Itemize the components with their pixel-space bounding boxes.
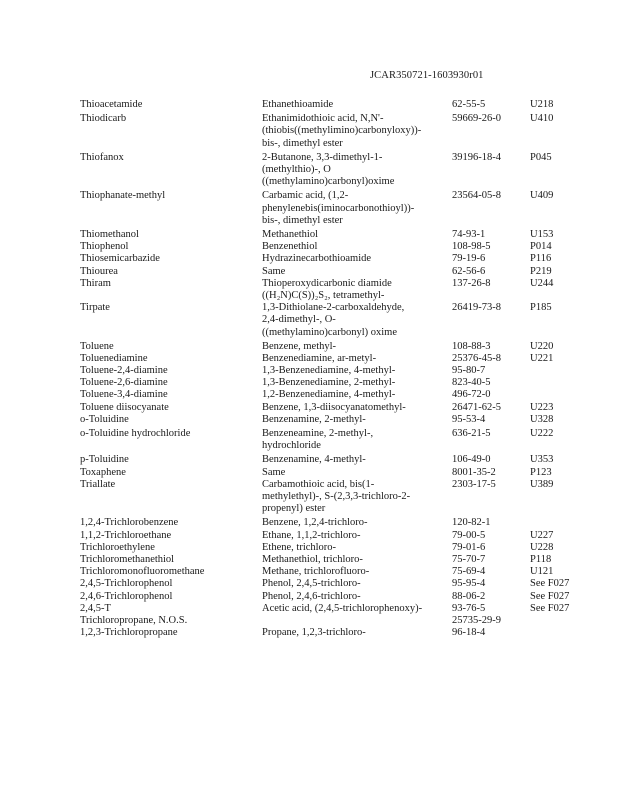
hazardous-waste-table	[0, 99, 624, 639]
substance-name: Thiram	[80, 277, 111, 289]
synonym-line: Methanethiol, trichloro-	[262, 553, 363, 565]
chemical-synonym	[262, 627, 447, 639]
cas-number: 137-26-8	[452, 277, 491, 289]
substance-name: Trichloromonofluoromethane	[80, 566, 205, 578]
waste-code: P185	[530, 302, 552, 314]
synonym-line: Phenol, 2,4,6-trichloro-	[262, 590, 361, 602]
synonym-line: Same	[262, 466, 286, 478]
chemical-synonym	[262, 341, 447, 353]
cas-number: 120-82-1	[452, 517, 491, 529]
synonym-line: Methanethiol	[262, 228, 318, 240]
table-row	[0, 341, 624, 353]
document-id: JCAR350721-1603930r01	[370, 70, 484, 81]
waste-code: U121	[530, 566, 554, 578]
table-row	[0, 454, 624, 466]
synonym-line: ((H₂N)C(S))₂S₂, tetramethyl-	[262, 289, 385, 301]
waste-code: U244	[530, 277, 554, 289]
waste-code: U221	[530, 352, 554, 364]
substance-name: Toluene	[80, 340, 114, 352]
cas-number: 823-40-5	[452, 377, 491, 389]
table-row	[0, 554, 624, 566]
table-row	[0, 615, 624, 627]
substance-name: Toluene diisocyanate	[80, 401, 169, 413]
synonym-line: Ethene, trichloro-	[262, 541, 337, 553]
chemical-synonym	[262, 278, 447, 302]
table-row	[0, 530, 624, 542]
substance-name: Tirpate	[80, 302, 110, 314]
substance-name: Thiophenol	[80, 241, 129, 253]
substance-name: Thiofanox	[80, 151, 124, 163]
chemical-synonym	[262, 454, 447, 466]
table-row	[0, 99, 624, 113]
cas-number: 39196-18-4	[452, 151, 501, 163]
chemical-synonym	[262, 113, 447, 150]
synonym-line: 1,3-Benzenediamine, 4-methyl-	[262, 365, 396, 377]
chemical-synonym	[262, 554, 447, 566]
cas-number: 74-93-1	[452, 228, 486, 240]
substance-name: 2,4,5-T	[80, 602, 111, 614]
synonym-line: 2-Butanone, 3,3-dimethyl-1-	[262, 151, 383, 163]
table-row	[0, 241, 624, 253]
waste-code: U222	[530, 428, 554, 440]
synonym-line: Carbamothioic acid, bis(1-	[262, 478, 375, 490]
cas-number: 25376-45-8	[452, 352, 501, 364]
waste-code: U153	[530, 228, 554, 240]
synonym-line: Benzenamine, 4-methyl-	[262, 454, 366, 466]
waste-code: U227	[530, 529, 554, 541]
synonym-line: Benzene, 1,2,4-trichloro-	[262, 517, 368, 529]
chemical-synonym	[262, 530, 447, 542]
waste-code: U410	[530, 113, 554, 125]
substance-name: 1,2,4-Trichlorobenzene	[80, 517, 179, 529]
synonym-line: methylethyl)-, S-(2,3,3-trichloro-2-	[262, 490, 411, 502]
synonym-line: bis-, dimethyl ester	[262, 137, 343, 149]
substance-name: o-Toluidine hydrochloride	[80, 428, 191, 440]
chemical-synonym	[262, 578, 447, 590]
waste-code: P116	[530, 253, 552, 265]
cas-number: 636-21-5	[452, 428, 491, 440]
table-row	[0, 479, 624, 518]
waste-code: U353	[530, 454, 554, 466]
synonym-line: Benzenediamine, ar-metyl-	[262, 352, 377, 364]
chemical-synonym	[262, 479, 447, 516]
table-row	[0, 578, 624, 590]
table-row	[0, 517, 624, 529]
table-row	[0, 113, 624, 152]
substance-name: Toluene-2,4-diamine	[80, 365, 168, 377]
substance-name: Toluenediamine	[80, 352, 148, 364]
table-row	[0, 266, 624, 278]
synonym-line: propenyl) ester	[262, 503, 326, 515]
cas-number: 95-80-7	[452, 365, 486, 377]
synonym-line: Same	[262, 265, 286, 277]
chemical-synonym	[262, 389, 447, 401]
chemical-synonym	[262, 428, 447, 452]
cas-number: 79-00-5	[452, 529, 486, 541]
table-row	[0, 428, 624, 454]
cas-number: 59669-26-0	[452, 113, 501, 125]
substance-name: o-Toluidine	[80, 413, 129, 425]
cas-number: 79-01-6	[452, 541, 486, 553]
waste-code: P045	[530, 151, 552, 163]
cas-number: 95-53-4	[452, 413, 486, 425]
cas-number: 75-69-4	[452, 566, 486, 578]
chemical-synonym	[262, 467, 447, 479]
synonym-line: Ethane, 1,1,2-trichloro-	[262, 529, 361, 541]
table-row	[0, 353, 624, 365]
table-row	[0, 603, 624, 615]
substance-name: Trichloroethylene	[80, 541, 155, 553]
waste-code: U223	[530, 401, 554, 413]
cas-number: 2303-17-5	[452, 478, 496, 490]
substance-name: Triallate	[80, 478, 116, 490]
waste-code: U409	[530, 190, 554, 202]
substance-name: 1,2,3-Trichloropropane	[80, 627, 178, 639]
synonym-line: Carbamic acid, (1,2-	[262, 190, 349, 202]
table-row	[0, 302, 624, 341]
substance-name: Trichloropropane, N.O.S.	[80, 614, 188, 626]
synonym-line: Benzenamine, 2-methyl-	[262, 413, 366, 425]
synonym-line: Benzenethiol	[262, 241, 318, 253]
table-row	[0, 253, 624, 265]
cas-number: 25735-29-9	[452, 614, 501, 626]
table-row	[0, 152, 624, 191]
chemical-synonym	[262, 241, 447, 253]
cas-number: 75-70-7	[452, 553, 486, 565]
substance-name: Thiourea	[80, 265, 118, 277]
substance-name: Thiophanate-methyl	[80, 190, 166, 202]
synonym-line: ((methylamino)carbonyl)oxime	[262, 176, 395, 188]
waste-code: P123	[530, 466, 552, 478]
substance-name: Toxaphene	[80, 466, 126, 478]
synonym-line: Methane, trichlorofluoro-	[262, 566, 370, 578]
chemical-synonym	[262, 190, 447, 227]
cas-number: 88-06-2	[452, 590, 486, 602]
cas-number: 108-88-3	[452, 340, 491, 352]
chemical-synonym	[262, 302, 447, 339]
table-row	[0, 278, 624, 302]
chemical-synonym	[262, 603, 447, 615]
synonym-line: ((methylamino)carbonyl) oxime	[262, 326, 397, 338]
substance-name: Thiodicarb	[80, 113, 127, 125]
waste-code: U218	[530, 99, 554, 110]
cas-number: 26419-73-8	[452, 302, 501, 314]
table-row	[0, 627, 624, 639]
substance-name: 2,4,5-Trichlorophenol	[80, 578, 173, 590]
substance-name: Toluene-2,6-diamine	[80, 377, 168, 389]
cas-number: 93-76-5	[452, 602, 486, 614]
waste-code: See F027	[530, 578, 570, 590]
chemical-synonym	[262, 414, 447, 426]
chemical-synonym	[262, 591, 447, 603]
synonym-line: Benzene, 1,3-diisocyanatomethyl-	[262, 401, 406, 413]
table-row	[0, 467, 624, 479]
cas-number: 496-72-0	[452, 389, 491, 401]
table-row	[0, 365, 624, 377]
cas-number: 8001-35-2	[452, 466, 496, 478]
synonym-line: 2,4-dimethyl-, O-	[262, 314, 336, 326]
table-row	[0, 591, 624, 603]
synonym-line: 1,3-Dithiolane-2-carboxaldehyde,	[262, 302, 405, 314]
synonym-line: bis-, dimethyl ester	[262, 214, 343, 226]
synonym-line: phenylenebis(iminocarbonothioyl))-	[262, 202, 415, 214]
synonym-line: Ethanethioamide	[262, 99, 334, 110]
chemical-synonym	[262, 353, 447, 365]
waste-code: P219	[530, 265, 552, 277]
chemical-synonym	[262, 377, 447, 389]
cas-number: 79-19-6	[452, 253, 486, 265]
waste-code: U389	[530, 478, 554, 490]
cas-number: 62-56-6	[452, 265, 486, 277]
synonym-line: Thioperoxydicarbonic diamide	[262, 277, 392, 289]
synonym-line: Ethanimidothioic acid, N,N'-	[262, 113, 384, 125]
waste-code: See F027	[530, 590, 570, 602]
substance-name: Thiomethanol	[80, 228, 139, 240]
substance-name: 2,4,6-Trichlorophenol	[80, 590, 173, 602]
waste-code: P014	[530, 241, 552, 253]
synonym-line: 1,3-Benzenediamine, 2-methyl-	[262, 377, 396, 389]
substance-name: Trichloromethanethiol	[80, 553, 175, 565]
waste-code: U228	[530, 541, 554, 553]
table-row	[0, 389, 624, 401]
waste-code: See F027	[530, 602, 570, 614]
table-row	[0, 229, 624, 241]
chemical-synonym	[262, 99, 447, 111]
substance-name: Toluene-3,4-diamine	[80, 389, 168, 401]
synonym-line: Acetic acid, (2,4,5-trichlorophenoxy)-	[262, 602, 423, 614]
chemical-synonym	[262, 365, 447, 377]
chemical-synonym	[262, 517, 447, 529]
synonym-line: (methylthio)-, O	[262, 163, 331, 175]
synonym-line: hydrochloride	[262, 440, 321, 452]
chemical-synonym	[262, 152, 447, 189]
synonym-line: 1,2-Benzenediamine, 4-methyl-	[262, 389, 396, 401]
chemical-synonym	[262, 229, 447, 241]
cas-number: 62-55-5	[452, 99, 486, 110]
cas-number: 23564-05-8	[452, 190, 501, 202]
table-row	[0, 377, 624, 389]
cas-number: 95-95-4	[452, 578, 486, 590]
chemical-synonym	[262, 402, 447, 414]
table-row	[0, 566, 624, 578]
chemical-synonym	[262, 253, 447, 265]
cas-number: 96-18-4	[452, 627, 486, 639]
chemical-synonym	[262, 566, 447, 578]
substance-name: Thioacetamide	[80, 99, 143, 110]
substance-name: Thiosemicarbazide	[80, 253, 160, 265]
synonym-line: Propane, 1,2,3-trichloro-	[262, 627, 366, 639]
cas-number: 108-98-5	[452, 241, 491, 253]
synonym-line: Benzeneamine, 2-methyl-,	[262, 428, 374, 440]
substance-name: p-Toluidine	[80, 454, 129, 466]
synonym-line: Hydrazinecarbothioamide	[262, 253, 372, 265]
substance-name: 1,1,2-Trichloroethane	[80, 529, 172, 541]
synonym-line: Benzene, methyl-	[262, 340, 337, 352]
cas-number: 26471-62-5	[452, 401, 501, 413]
cas-number: 106-49-0	[452, 454, 491, 466]
synonym-line: (thiobis((methylimino)carbonyloxy))-	[262, 125, 422, 137]
waste-code: U220	[530, 340, 554, 352]
chemical-synonym	[262, 542, 447, 554]
table-row	[0, 190, 624, 229]
table-row	[0, 542, 624, 554]
synonym-line: Phenol, 2,4,5-trichloro-	[262, 578, 361, 590]
chemical-synonym	[262, 266, 447, 278]
waste-code: P118	[530, 553, 552, 565]
table-row	[0, 402, 624, 414]
waste-code: U328	[530, 413, 554, 425]
table-row	[0, 414, 624, 428]
